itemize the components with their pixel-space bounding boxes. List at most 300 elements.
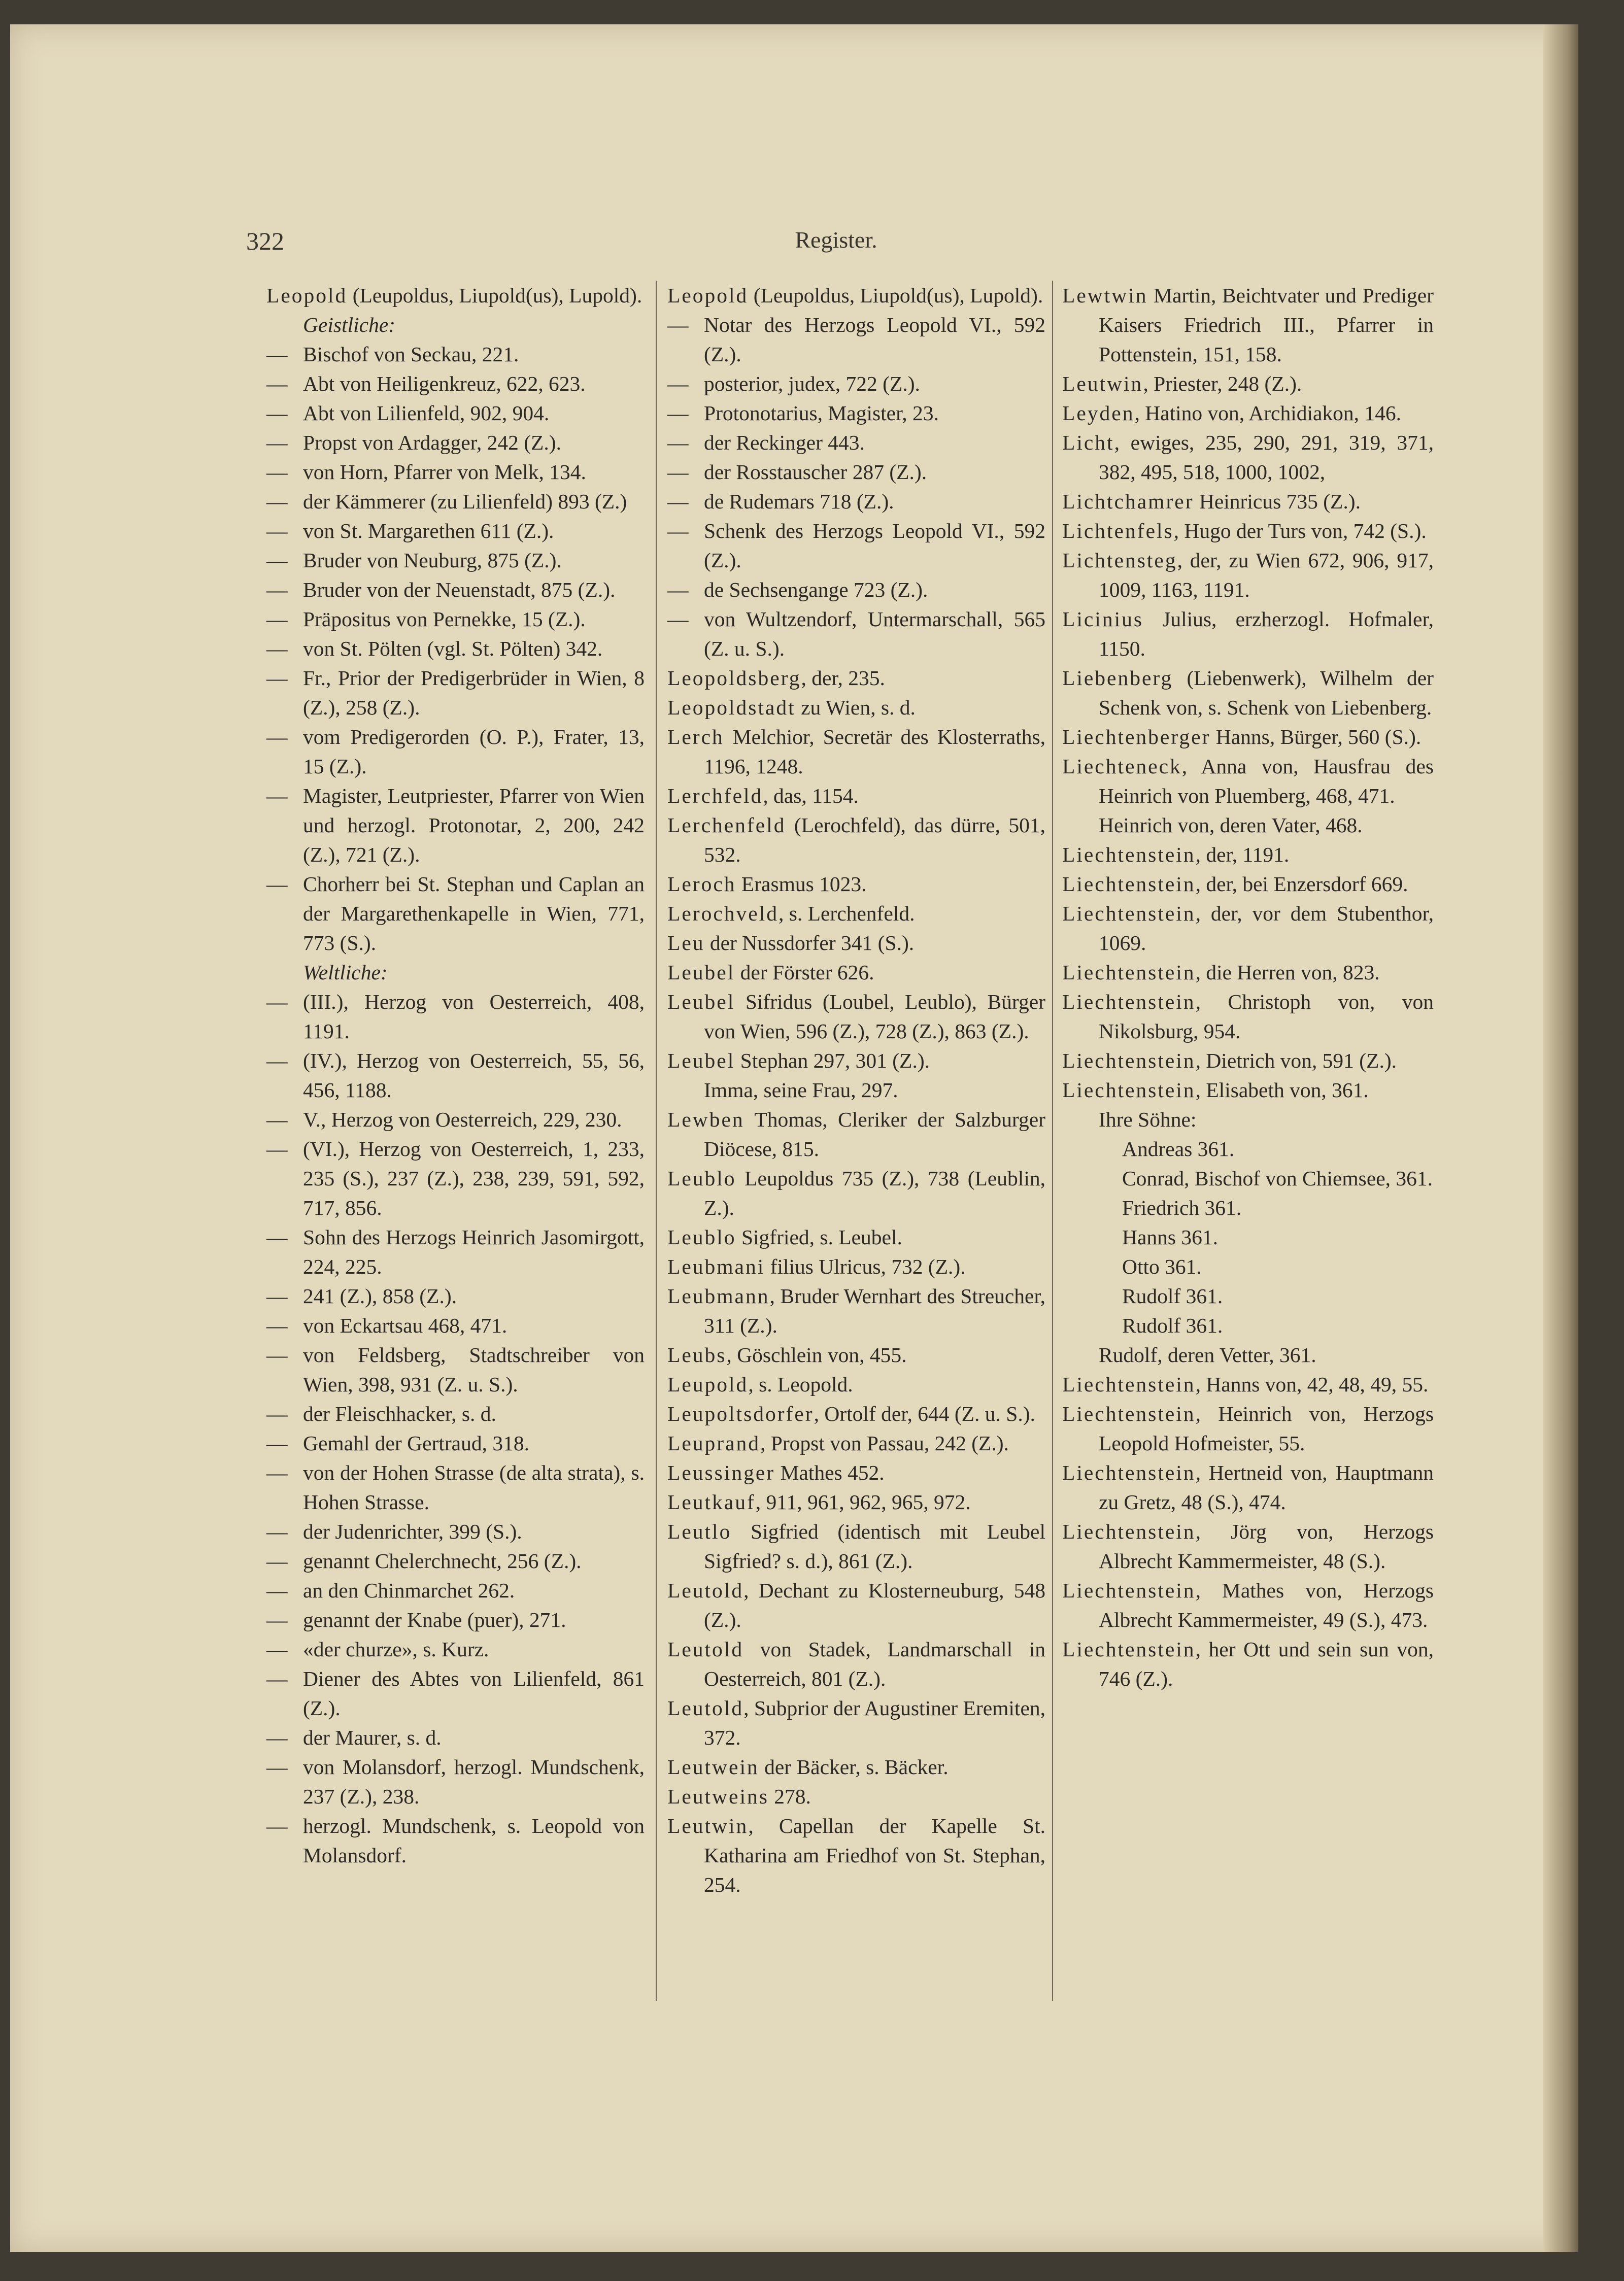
subentry-text: von St. Pölten (vgl. St. Pölten) 342. (303, 637, 603, 660)
subentry-text: Sohn des Herzogs Heinrich Jasomirgott, 224, 225. (303, 1225, 645, 1278)
entry-text: Martin, Beichtvater und Prediger Kaisers Friedrich III., Pfarrer in Pottenstein, 151, 158. (1099, 284, 1434, 366)
subentry-dash: — (266, 607, 288, 631)
subentry-text: der Fleischhacker, s. d. (303, 1402, 496, 1425)
subentry-dash: — (266, 460, 288, 484)
entry-text: , Hugo der Turs von, 742 (S.). (1173, 519, 1427, 542)
entry-text: , die Herren von, 823. (1195, 961, 1380, 984)
entry-text: Mathes 452. (775, 1461, 885, 1484)
subentry-text: der Rosstauscher 287 (Z.). (704, 460, 927, 484)
index-subentry (266, 339, 645, 369)
entry-text: , Göschlein von, 455. (726, 1343, 907, 1367)
entry-headword: Leutwin (667, 1814, 749, 1837)
subentry-dash: — (667, 431, 689, 454)
index-entry (667, 1370, 1045, 1399)
entry-text: , der, vor dem Stubenthor, 1069. (1099, 902, 1434, 955)
index-subentry (266, 1546, 645, 1576)
entry-text: 278. (768, 1785, 811, 1808)
subentry-dash: — (266, 872, 288, 896)
index-entry (667, 1164, 1045, 1222)
index-entry (667, 1782, 1045, 1811)
index-entry (1062, 722, 1434, 752)
entry-text: , Mathes von, Herzogs Albrecht Kammermeister, 49 (S.), 473. (1099, 1579, 1434, 1631)
index-subentry (266, 1222, 645, 1281)
entry-headword: Liechtenstein (1062, 872, 1196, 896)
entry-text: Sifridus (Loubel, Leublo), Bürger von Wien, 596 (Z.), 728 (Z.), 863 (Z.). (704, 990, 1045, 1043)
index-entry (667, 781, 1045, 810)
index-continuation: Otto 361. (1122, 1255, 1202, 1278)
entry-headword: Leubs (667, 1343, 727, 1367)
register-column-1 (266, 281, 645, 2016)
entry-text: Leupoldus 735 (Z.), 738 (Leublin, Z.). (704, 1167, 1045, 1219)
entry-headword: Leopold (266, 284, 348, 307)
entry-headword: Liechtenstein (1062, 990, 1196, 1013)
index-entry (1062, 869, 1434, 899)
subentry-text: Magister, Leutpriester, Pfarrer von Wien und herzogl. Protonotar, 2, 200, 242 (Z.), 721 (Z.). (303, 784, 645, 866)
entry-text: Thomas, Cleriker der Salzburger Diöcese, 815. (704, 1108, 1045, 1161)
index-subentry (266, 1105, 645, 1134)
index-subentry (266, 428, 645, 457)
subentry-dash: — (266, 578, 288, 601)
index-entry (667, 1428, 1045, 1458)
entry-headword: Liechtenstein (1062, 1461, 1196, 1484)
entry-headword: Licht (1062, 431, 1114, 454)
index-entry (667, 869, 1045, 899)
entry-text: , s. Lerchenfeld. (778, 902, 915, 925)
running-title: Register. (795, 227, 877, 253)
index-continuation: Conrad, Bischof von Chiemsee, 361. (1122, 1167, 1433, 1190)
subentry-dash: — (266, 1343, 288, 1367)
index-entry (667, 1458, 1045, 1487)
index-subentry (667, 516, 1045, 575)
entry-text: der Nussdorfer 341 (S.). (704, 931, 915, 955)
subentry-dash: — (266, 1608, 288, 1631)
subentry-dash: — (667, 372, 689, 395)
index-entry (1062, 1635, 1434, 1693)
index-subentry (266, 1458, 645, 1517)
subentry-text: von Molansdorf, herzogl. Mundschenk, 237 (Z.), 238. (303, 1755, 645, 1808)
index-entry (667, 1222, 1045, 1252)
entry-text: , Ortolf der, 644 (Z. u. S.). (814, 1402, 1035, 1425)
entry-text: , der, bei Enzersdorf 669. (1195, 872, 1408, 896)
subentry-dash: — (266, 1225, 288, 1249)
subentry-text: posterior, judex, 722 (Z.). (704, 372, 920, 395)
subentry-text: Notar des Herzogs Leopold VI., 592 (Z.). (704, 313, 1045, 366)
index-entry (1062, 1046, 1434, 1075)
index-subentry (266, 1752, 645, 1811)
entry-text: Melchior, Secretär des Klosterraths, 1196, 1248. (704, 725, 1045, 778)
subentry-text: (III.), Herzog von Oesterreich, 408, 1191. (303, 990, 645, 1043)
book-spine-shadow (1543, 24, 1578, 2252)
entry-text: , her Ott und sein sun von, 746 (Z.). (1099, 1638, 1434, 1690)
subentry-text: Präpositus von Pernekke, 15 (Z.). (303, 607, 586, 631)
index-entry (667, 1252, 1045, 1281)
subentry-dash: — (266, 1667, 288, 1690)
index-entry (1062, 840, 1434, 869)
subentry-dash: — (266, 431, 288, 454)
subentry-text: der Maurer, s. d. (303, 1726, 442, 1749)
subentry-dash: — (266, 725, 288, 748)
index-entry (1062, 1517, 1434, 1576)
index-subentry (266, 1723, 645, 1752)
entry-headword: Liechtenstein (1062, 1078, 1196, 1102)
subentry-dash: — (266, 372, 288, 395)
entry-text: zu Wien, s. d. (795, 696, 916, 719)
entry-text: , Priester, 248 (Z.). (1143, 372, 1302, 395)
subentry-dash: — (667, 460, 689, 484)
subentry-dash: — (266, 1726, 288, 1749)
index-subentry (266, 663, 645, 722)
entry-headword: Lerchenfeld (667, 813, 786, 837)
index-entry (1062, 546, 1434, 604)
entry-text: Sigfried (identisch mit Leubel Sigfried? s. d.), 861 (Z.). (704, 1520, 1045, 1573)
index-subentry (667, 398, 1045, 428)
subentry-dash: — (266, 666, 288, 690)
index-subentry (667, 310, 1045, 369)
subentry-dash: — (266, 637, 288, 660)
index-entry (667, 1487, 1045, 1517)
entry-headword: Leutold (667, 1579, 744, 1602)
index-entry (266, 281, 645, 310)
entry-headword: Lichtenfels (1062, 519, 1174, 542)
entry-headword: Liechtenstein (1062, 1579, 1196, 1602)
index-subentry (266, 457, 645, 487)
index-entry (667, 1517, 1045, 1576)
entry-text: Heinricus 735 (Z.). (1194, 490, 1361, 513)
index-subentry (266, 722, 645, 781)
index-subentry (266, 634, 645, 663)
entry-headword: Leussinger (667, 1461, 775, 1484)
entry-text: Hanns, Bürger, 560 (S.). (1210, 725, 1422, 748)
subentry-text: Abt von Lilienfeld, 902, 904. (303, 401, 550, 425)
entry-headword: Lichtensteg (1062, 549, 1177, 572)
section-heading: Geistliche: (303, 313, 396, 336)
entry-headword: Liechtenstein (1062, 1402, 1196, 1425)
subentry-dash: — (667, 401, 689, 425)
subentry-text: an den Chinmarchet 262. (303, 1579, 515, 1602)
column-divider (1052, 281, 1053, 2001)
index-subentry (266, 1046, 645, 1105)
entry-text: (Lerochfeld), das dürre, 501, 532. (704, 813, 1045, 866)
index-subentry (266, 487, 645, 516)
index-subentry (266, 516, 645, 546)
subentry-dash: — (266, 1402, 288, 1425)
index-entry (1062, 281, 1434, 369)
entry-headword: Liechtenstein (1062, 1638, 1196, 1661)
index-entry (1062, 1075, 1434, 1105)
entry-headword: Lerochveld (667, 902, 779, 925)
section-heading: Weltliche: (303, 961, 388, 984)
subentry-text: von Feldsberg, Stadtschreiber von Wien, 398, 931 (Z. u. S.). (303, 1343, 645, 1396)
subentry-dash: — (266, 1432, 288, 1455)
subentry-text: (IV.), Herzog von Oesterreich, 55, 56, 456, 1188. (303, 1049, 645, 1102)
index-entry (1062, 487, 1434, 516)
subentry-text: von Wultzendorf, Untermarschall, 565 (Z. u. S.). (704, 607, 1045, 660)
entry-headword: Liechtenstein (1062, 961, 1196, 984)
index-entry (1062, 958, 1434, 987)
index-subentry (266, 1340, 645, 1399)
entry-headword: Leutwein (667, 1755, 759, 1779)
register-column-3 (1062, 281, 1434, 2016)
subentry-text: Diener des Abtes von Lilienfeld, 861 (Z.). (303, 1667, 645, 1720)
entry-text: der Förster 626. (735, 961, 874, 984)
entry-headword: Leubel (667, 990, 735, 1013)
index-subentry (266, 1605, 645, 1635)
index-entry (1062, 1370, 1434, 1399)
entry-headword: Liebenberg (1062, 666, 1173, 690)
index-continuation: Heinrich von, deren Vater, 468. (1099, 813, 1363, 837)
index-entry (667, 1340, 1045, 1370)
index-entry (667, 1752, 1045, 1782)
entry-text: Julius, erzherzogl. Hofmaler, 1150. (1099, 607, 1434, 660)
entry-headword: Lewtwin (1062, 284, 1148, 307)
index-subentry (266, 546, 645, 575)
entry-headword: Liechtenstein (1062, 843, 1196, 866)
entry-headword: Leyden (1062, 401, 1135, 425)
index-continuation: Hanns 361. (1122, 1225, 1219, 1249)
index-entry (667, 722, 1045, 781)
subentry-dash: — (266, 1549, 288, 1573)
index-entry (1062, 1576, 1434, 1635)
index-subentry (266, 987, 645, 1046)
subentry-text: Fr., Prior der Predigerbrüder in Wien, 8 (Z.), 258 (Z.). (303, 666, 645, 719)
entry-headword: Liechtenstein (1062, 1520, 1196, 1543)
subentry-text: von der Hohen Strasse (de alta strata), s. Hohen Strasse. (303, 1461, 645, 1514)
entry-headword: Leroch (667, 872, 736, 896)
index-entry (1062, 663, 1434, 722)
subentry-dash: — (266, 401, 288, 425)
index-subentry (667, 428, 1045, 457)
subentry-dash: — (667, 607, 689, 631)
index-entry (667, 1281, 1045, 1340)
index-continuation: Andreas 361. (1122, 1137, 1235, 1161)
subentry-text: herzogl. Mundschenk, s. Leopold von Molansdorf. (303, 1814, 645, 1867)
subentry-dash: — (266, 990, 288, 1013)
index-subentry (266, 1517, 645, 1546)
entry-headword: Leupoltsdorfer (667, 1402, 814, 1425)
entry-headword: Leu (667, 931, 705, 955)
index-subentry (667, 575, 1045, 604)
index-entry (667, 899, 1045, 928)
index-entry (667, 693, 1045, 722)
subentry-text: Bischof von Seckau, 221. (303, 343, 519, 366)
index-entry (667, 281, 1045, 310)
entry-text: , Christoph von, von Nikolsburg, 954. (1099, 990, 1434, 1043)
subentry-text: Schenk des Herzogs Leopold VI., 592 (Z.). (704, 519, 1045, 572)
subentry-dash: — (266, 1520, 288, 1543)
index-entry (667, 810, 1045, 869)
entry-text: Stephan 297, 301 (Z.). (735, 1049, 930, 1072)
entry-headword: Leopoldstadt (667, 696, 796, 719)
subentry-text: von Eckartsau 468, 471. (303, 1314, 507, 1337)
index-continuation: Rudolf 361. (1122, 1284, 1223, 1308)
index-entry (1062, 987, 1434, 1046)
entry-text: , das, 1154. (763, 784, 859, 807)
subentry-text: von Horn, Pfarrer von Melk, 134. (303, 460, 586, 484)
index-subentry (667, 457, 1045, 487)
subentry-dash: — (266, 1108, 288, 1131)
subentry-dash: — (266, 1284, 288, 1308)
index-subentry (266, 369, 645, 398)
entry-text: , der, zu Wien 672, 906, 917, 1009, 1163, 1191. (1099, 549, 1434, 601)
entry-headword: Licinius (1062, 607, 1144, 631)
entry-text: Sigfried, s. Leubel. (736, 1225, 902, 1249)
entry-text: , Propst von Passau, 242 (Z.). (760, 1432, 1009, 1455)
entry-text: (Liebenwerk), Wilhelm der Schenk von, s. Schenk von Liebenberg. (1099, 666, 1434, 719)
index-subentry (266, 1399, 645, 1428)
subentry-dash: — (266, 1755, 288, 1779)
index-subentry (266, 1576, 645, 1605)
entry-headword: Liechtenstein (1062, 902, 1196, 925)
index-entry (1062, 1399, 1434, 1458)
index-subentry (667, 487, 1045, 516)
entry-headword: Leutold (667, 1638, 744, 1661)
subentry-text: der Reckinger 443. (704, 431, 865, 454)
entry-headword: Leutold (667, 1696, 744, 1720)
entry-text: , 911, 961, 962, 965, 972. (755, 1490, 971, 1514)
index-continuation: Rudolf 361. (1122, 1314, 1223, 1337)
index-continuation: Rudolf, deren Vetter, 361. (1099, 1343, 1316, 1367)
subentry-text: de Rudemars 718 (Z.). (704, 490, 894, 513)
subentry-dash: — (266, 1314, 288, 1337)
subentry-dash: — (266, 1461, 288, 1484)
entry-headword: Leutlo (667, 1520, 732, 1543)
index-entry (1062, 899, 1434, 958)
entry-text: von Stadek, Landmarschall in Oesterreich, 801 (Z.). (704, 1638, 1045, 1690)
entry-text: , Subprior der Augustiner Eremiten, 372. (704, 1696, 1045, 1749)
index-entry (667, 663, 1045, 693)
index-entry (1062, 752, 1434, 810)
index-subentry (266, 398, 645, 428)
entry-headword: Leutwin (1062, 372, 1143, 395)
index-entry (1062, 428, 1434, 487)
entry-text: , s. Leopold. (748, 1373, 853, 1396)
entry-headword: Leuprand (667, 1432, 761, 1455)
subentry-dash: — (667, 519, 689, 542)
entry-headword: Lerchfeld (667, 784, 763, 807)
entry-headword: Leutweins (667, 1785, 769, 1808)
subentry-text: genannt Chelerchnecht, 256 (Z.). (303, 1549, 582, 1573)
subentry-dash: — (266, 1814, 288, 1837)
index-entry (667, 1635, 1045, 1693)
index-entry (667, 1693, 1045, 1752)
index-entry (1062, 516, 1434, 546)
index-entry (667, 1046, 1045, 1075)
page-header (246, 226, 1426, 257)
entry-text: , Bruder Wernhart des Streucher, 311 (Z.). (704, 1284, 1045, 1337)
index-subentry (266, 1428, 645, 1458)
column-divider (656, 281, 657, 2001)
entry-headword: Leubel (667, 961, 735, 984)
index-subentry (266, 604, 645, 634)
entry-headword: Leubel (667, 1049, 735, 1072)
register-columns (266, 281, 1434, 2016)
entry-headword: Lewben (667, 1108, 745, 1131)
index-subentry (266, 1811, 645, 1870)
subentry-text: «der churze», s. Kurz. (303, 1638, 489, 1661)
subentry-text: Abt von Heiligenkreuz, 622, 623. (303, 372, 586, 395)
index-subentry (266, 575, 645, 604)
subentry-text: Chorherr bei St. Stephan und Caplan an der Margarethenkapelle in Wien, 771, 773 (S.). (303, 872, 645, 955)
entry-headword: Leopold (667, 284, 749, 307)
entry-headword: Lerch (667, 725, 724, 748)
subentry-text: Protonotarius, Magister, 23. (704, 401, 939, 425)
entry-text: , Hanns von, 42, 48, 49, 55. (1195, 1373, 1429, 1396)
subentry-dash: — (667, 490, 689, 513)
subentry-text: Gemahl der Gertraud, 318. (303, 1432, 529, 1455)
entry-headword: Leutkauf (667, 1490, 756, 1514)
entry-headword: Lichtchamrer (1062, 490, 1194, 513)
subentry-dash: — (667, 578, 689, 601)
entry-headword: Leupold (667, 1373, 749, 1396)
entry-headword: Liechtenstein (1062, 1049, 1196, 1072)
subentry-text: (VI.), Herzog von Oesterreich, 1, 233, 235 (S.), 237 (Z.), 238, 239, 591, 592, 717, 856. (303, 1137, 645, 1219)
entry-text: , Dietrich von, 591 (Z.). (1195, 1049, 1397, 1072)
entry-text: (Leupoldus, Liupold(us), Lupold). (748, 284, 1043, 307)
index-subentry (266, 869, 645, 958)
index-subentry (266, 1134, 645, 1222)
entry-text: , der, 1191. (1195, 843, 1290, 866)
register-column-2 (667, 281, 1045, 2016)
page-number: 322 (246, 227, 284, 255)
subentry-dash: — (266, 1579, 288, 1602)
index-subentry (266, 1281, 645, 1311)
index-subentry (667, 604, 1045, 663)
entry-text: , Anna von, Hausfrau des Heinrich von Pluemberg, 468, 471. (1099, 755, 1434, 807)
entry-headword: Leublo (667, 1225, 736, 1249)
book-page (10, 24, 1578, 2252)
subentry-dash: — (266, 1049, 288, 1072)
index-entry (667, 1576, 1045, 1635)
entry-text: , ewiges, 235, 290, 291, 319, 371, 382, 495, 518, 1000, 1002, (1099, 431, 1434, 484)
index-entry (1062, 398, 1434, 428)
index-continuation: Ihre Söhne: (1099, 1108, 1197, 1131)
subentry-dash: — (266, 519, 288, 542)
subentry-text: vom Predigerorden (O. P.), Frater, 13, 15 (Z.). (303, 725, 645, 778)
entry-headword: Leopoldsberg (667, 666, 801, 690)
entry-text: , Dechant zu Klosterneuburg, 548 (Z.). (704, 1579, 1045, 1631)
subentry-text: der Judenrichter, 399 (S.). (303, 1520, 522, 1543)
subentry-dash: — (266, 784, 288, 807)
subentry-text: Propst von Ardagger, 242 (Z.). (303, 431, 561, 454)
entry-text: (Leupoldus, Liupold(us), Lupold). (347, 284, 642, 307)
entry-headword: Leublo (667, 1167, 736, 1190)
entry-text: filius Ulricus, 732 (Z.). (765, 1255, 966, 1278)
subentry-dash: — (266, 490, 288, 513)
entry-text: , der, 235. (801, 666, 885, 690)
index-entry (667, 928, 1045, 958)
subentry-text: de Sechsengange 723 (Z.). (704, 578, 928, 601)
index-subentry (667, 369, 1045, 398)
subentry-text: genannt der Knabe (puer), 271. (303, 1608, 566, 1631)
subentry-text: Bruder von der Neuenstadt, 875 (Z.). (303, 578, 616, 601)
index-subentry (266, 1635, 645, 1664)
subentry-dash: — (266, 1638, 288, 1661)
entry-text: , Elisabeth von, 361. (1195, 1078, 1369, 1102)
index-entry (1062, 604, 1434, 663)
index-entry (667, 1105, 1045, 1164)
index-entry (1062, 369, 1434, 398)
index-continuation: Friedrich 361. (1122, 1196, 1242, 1219)
entry-headword: Leubmani (667, 1255, 765, 1278)
index-entry (667, 987, 1045, 1046)
index-continuation: Imma, seine Frau, 297. (704, 1078, 898, 1102)
entry-text: Erasmus 1023. (736, 872, 867, 896)
subentry-dash: — (266, 1137, 288, 1161)
index-entry (1062, 1458, 1434, 1517)
index-entry (667, 1399, 1045, 1428)
index-subentry (266, 1664, 645, 1723)
entry-headword: Liechteneck (1062, 755, 1182, 778)
